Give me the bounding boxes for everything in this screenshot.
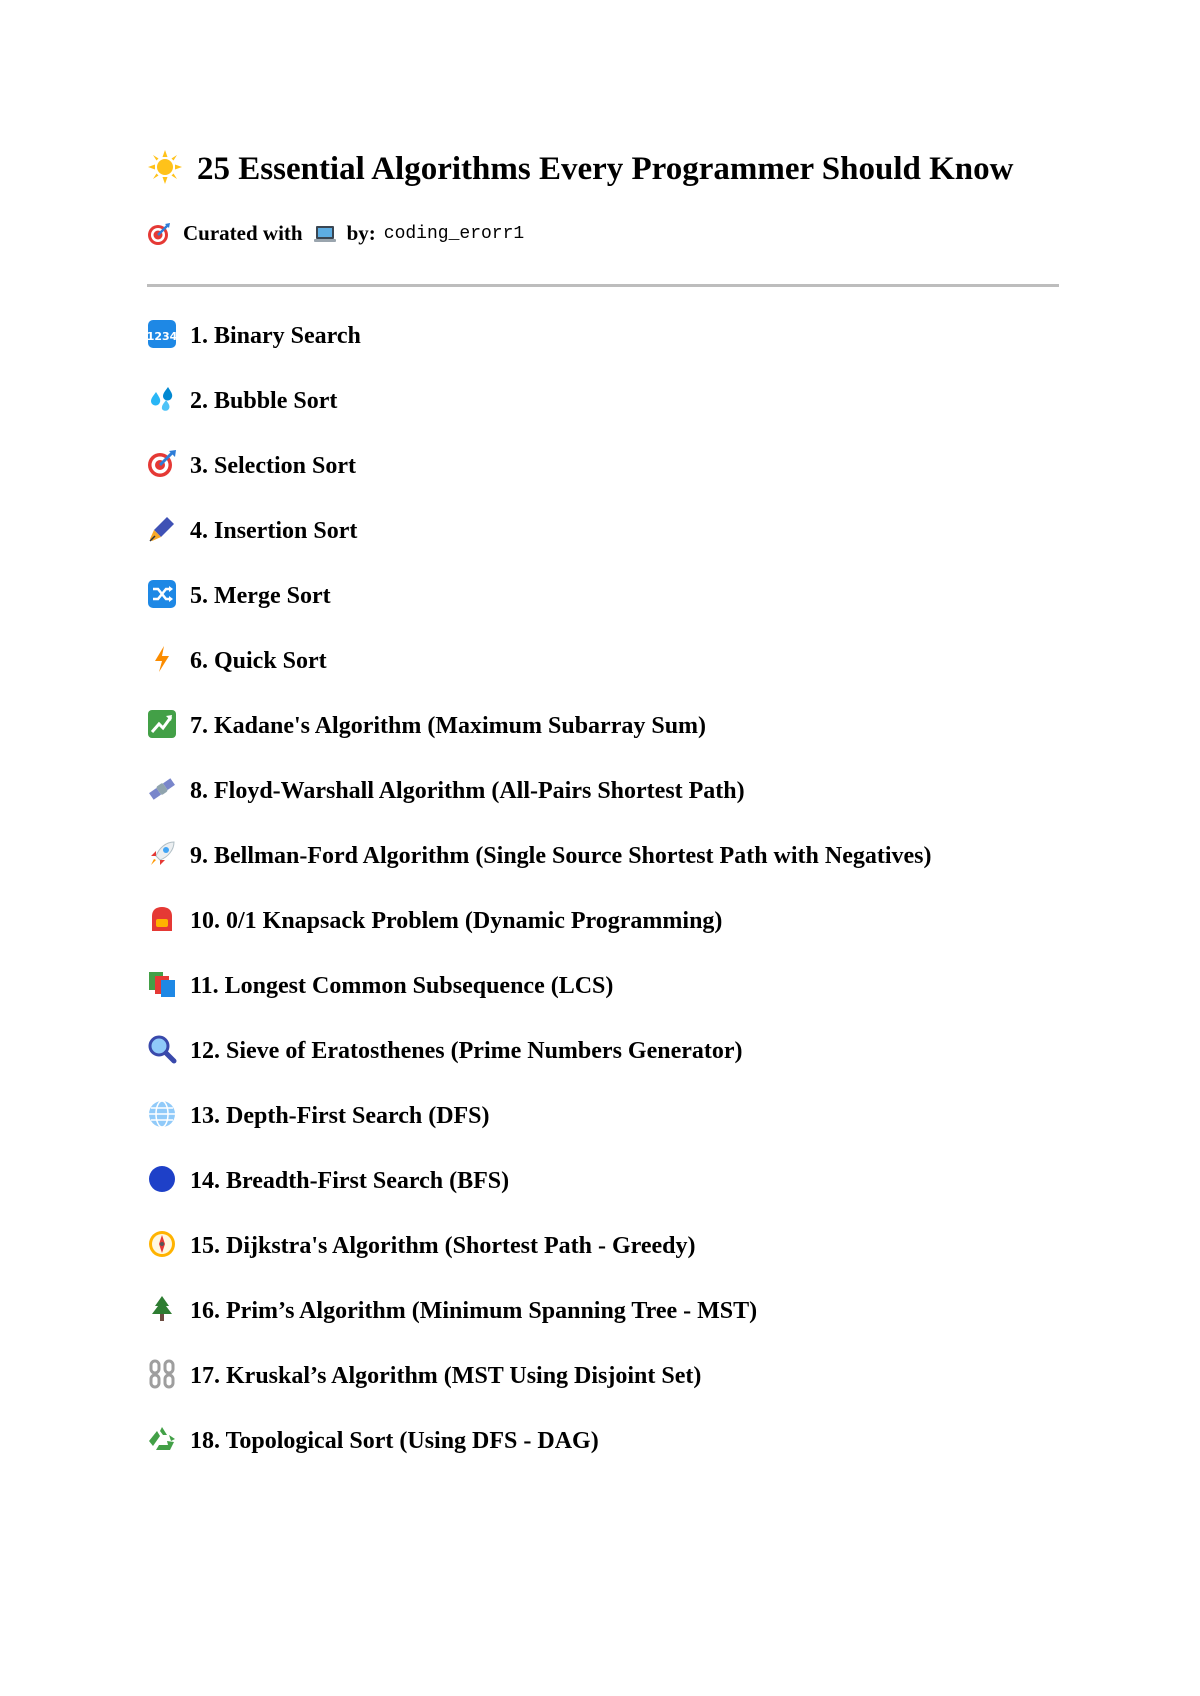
list-item-label: 2. Bubble Sort (190, 388, 338, 414)
chains-icon (147, 1359, 177, 1389)
rocket-icon (147, 839, 177, 869)
list-item-label: 5. Merge Sort (190, 583, 331, 609)
algorithm-list (147, 321, 1059, 1491)
list-item (147, 906, 1059, 971)
lightning-icon (147, 644, 177, 674)
magnifying-glass-icon (147, 1034, 177, 1064)
recycle-icon (147, 1424, 177, 1454)
list-item (147, 516, 1059, 581)
input-numbers-icon (147, 319, 177, 349)
list-item (147, 1101, 1059, 1166)
blue-circle-icon (147, 1164, 177, 1194)
document-page (147, 148, 1059, 1491)
list-item (147, 971, 1059, 1036)
list-item (147, 646, 1059, 711)
list-item (147, 451, 1059, 516)
list-item-label: 9. Bellman-Ford Algorithm (Single Source Shortest Path with Negatives) (190, 843, 932, 869)
divider (147, 284, 1059, 287)
direct-hit-icon (147, 449, 177, 479)
page-title (147, 148, 1059, 191)
list-item-label: 6. Quick Sort (190, 648, 327, 674)
list-item-label: 3. Selection Sort (190, 453, 356, 479)
list-item-label: 8. Floyd-Warshall Algorithm (All-Pairs Shortest Path) (190, 778, 745, 804)
list-item (147, 386, 1059, 451)
list-item (147, 711, 1059, 776)
evergreen-tree-icon (147, 1294, 177, 1324)
globe-meridians-icon (147, 1099, 177, 1129)
list-item (147, 1361, 1059, 1426)
list-item (147, 1426, 1059, 1491)
list-item-label: 4. Insertion Sort (190, 518, 358, 544)
list-item (147, 841, 1059, 906)
compass-icon (147, 1229, 177, 1259)
shuffle-icon (147, 579, 177, 609)
author-handle: coding_erorr1 (383, 223, 525, 244)
sweat-droplets-icon (147, 384, 177, 414)
list-item (147, 1296, 1059, 1361)
satellite-icon (147, 774, 177, 804)
byline-by-label: by: (346, 221, 376, 245)
fountain-pen-icon (147, 514, 177, 544)
byline-prefix: Curated with (183, 221, 303, 245)
books-icon (147, 969, 177, 999)
list-item-label: 7. Kadane's Algorithm (Maximum Subarray Sum) (190, 713, 707, 739)
list-item-label: 11. Longest Common Subsequence (LCS) (190, 973, 614, 999)
direct-hit-icon (147, 222, 171, 246)
list-item (147, 581, 1059, 646)
list-item-label: 10. 0/1 Knapsack Problem (Dynamic Programming) (190, 908, 723, 934)
list-item-label: 13. Depth-First Search (DFS) (190, 1103, 490, 1129)
svg-text:1234: 1234 (147, 330, 177, 343)
list-item-label: 12. Sieve of Eratosthenes (Prime Numbers Generator) (190, 1038, 743, 1064)
byline (147, 221, 1059, 246)
sun-icon (147, 149, 183, 185)
list-item (147, 1036, 1059, 1101)
list-item (147, 776, 1059, 841)
list-item (147, 1166, 1059, 1231)
list-item (147, 321, 1059, 386)
list-item-label: 1. Binary Search (190, 323, 361, 349)
list-item-label: 17. Kruskal’s Algorithm (MST Using Disjoint Set) (190, 1363, 702, 1389)
title-text: 25 Essential Algorithms Every Programmer Should Know (197, 151, 1014, 187)
list-item-label: 18. Topological Sort (Using DFS - DAG) (190, 1428, 599, 1454)
list-item-label: 15. Dijkstra's Algorithm (Shortest Path - Greedy) (190, 1233, 696, 1259)
laptop-icon (313, 222, 337, 246)
list-item-label: 16. Prim’s Algorithm (Minimum Spanning Tree - MST) (190, 1298, 758, 1324)
list-item (147, 1231, 1059, 1296)
backpack-icon (147, 904, 177, 934)
list-item-label: 14. Breadth-First Search (BFS) (190, 1168, 510, 1194)
chart-increasing-icon (147, 709, 177, 739)
